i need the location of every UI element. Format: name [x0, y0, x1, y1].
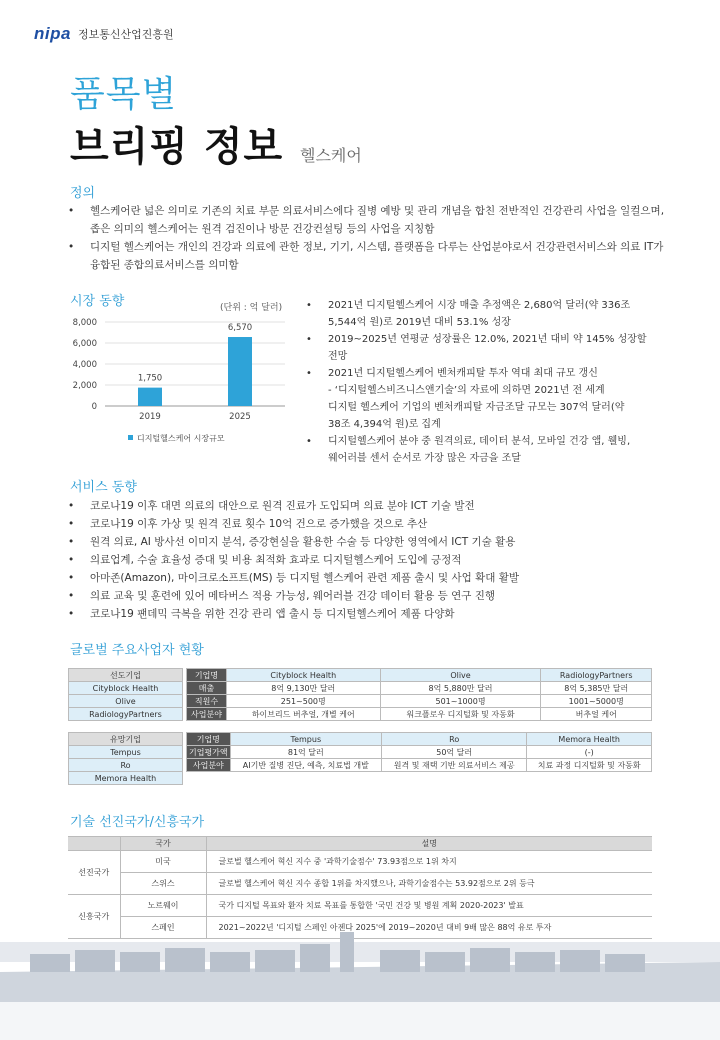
- table-cell: 501~1000명: [380, 695, 541, 708]
- list-item: 38조 4,394억 원)로 집계: [328, 419, 441, 430]
- definition-heading: 정의: [70, 186, 96, 201]
- promising-list-table: [68, 732, 183, 785]
- table-row: RadiologyPartners: [69, 708, 183, 721]
- nipa-logo: nipa: [34, 24, 71, 43]
- col-header: Memora Health: [527, 733, 652, 746]
- global-heading: 글로벌 주요사업자 현황: [70, 643, 204, 658]
- x-tick-label: 2025: [229, 412, 251, 422]
- table-cell: 251~500명: [227, 695, 381, 708]
- x-tick-label: 2019: [139, 412, 161, 422]
- desc-cell: 글로벌 헬스케어 혁신 지수 중 '과학기술점수' 73.93점으로 1위 차지: [206, 851, 652, 873]
- legend-label: 디지털헬스케어 시장규모: [137, 434, 225, 443]
- country-cell: 노르웨이: [120, 895, 206, 917]
- row-header: 기업평가액: [187, 746, 231, 759]
- table-cell: 버추얼 케어: [541, 708, 652, 721]
- ship-illustration: [0, 932, 720, 1040]
- table-cell: 하이브리드 버추얼, 개별 케어: [227, 708, 381, 721]
- legend-swatch: [128, 435, 133, 440]
- list-item: - ‘디지털헬스비즈니스앤기술’의 자료에 의하면 2021년 전 세계: [328, 385, 605, 396]
- title-line2: 브리핑 정보: [70, 124, 284, 170]
- bar: [228, 337, 252, 406]
- table-cell: (-): [527, 746, 652, 759]
- desc-cell: 글로벌 헬스케어 혁신 지수 종합 1위를 차지했으나, 과학기술점수는 53.92점으로 2위 등극: [206, 873, 652, 895]
- definition-list: [68, 202, 668, 274]
- country-cell: 스위스: [120, 873, 206, 895]
- table-cell: 워크플로우 디지털화 및 자동화: [380, 708, 541, 721]
- data-label: 6,570: [227, 323, 253, 334]
- col-header: 기업명: [187, 733, 231, 746]
- list-item: 전망: [328, 351, 348, 362]
- col-header: 기업명: [187, 669, 227, 682]
- list-item: • 코로나19 이후 대면 의료의 대안으로 원격 진료가 도입되며 의료 분야 ICT 기술 발전: [68, 497, 668, 515]
- group-label: 선진국가: [68, 851, 120, 895]
- list-item: • 2019~2025년 연평균 성장률은 12.0%, 2021년 대비 약 145% 성장할: [306, 331, 656, 348]
- table-row: Memora Health: [69, 772, 183, 785]
- table-row: Ro: [69, 759, 183, 772]
- table-row: Cityblock Health: [69, 682, 183, 695]
- list-item: • 디지털헬스케어 분야 중 원격의료, 데이터 분석, 모바일 건강 앱, 웰빙,: [306, 433, 656, 450]
- chart-grid: [105, 322, 285, 406]
- y-tick-label: 2,000: [72, 381, 97, 391]
- list-item: • 의료업계, 수술 효율성 증대 및 비용 최적화 효과로 디지털헬스케어 도입에 긍정적: [68, 551, 668, 569]
- market-heading: 시장 동향: [70, 294, 125, 309]
- table-cell: AI기반 질병 진단, 예측, 치료법 개발: [230, 759, 381, 772]
- desc-cell: 국가 디지털 목표와 환자 치료 목표를 통합한 '국민 건강 및 병원 계획 2020-2023' 발표: [206, 895, 652, 917]
- list-item: • 원격 의료, AI 방사선 이미지 분석, 증강현실을 활용한 수술 등 다양한 영역에서 ICT 기술 활용: [68, 533, 668, 551]
- table-cell: 8억 9,130만 달러: [227, 682, 381, 695]
- tech-table: [68, 836, 652, 939]
- col-header: Olive: [380, 669, 541, 682]
- leading-detail-table: [186, 668, 652, 721]
- table-row: Tempus: [69, 746, 183, 759]
- list-item: 디지털 헬스케어 기업의 벤처캐피탈 자금조달 규모는 307억 달러(약: [328, 402, 625, 413]
- x-ticks: [139, 412, 251, 422]
- list-item: • 헬스케어란 넓은 의미로 기존의 치료 부문 의료서비스에다 질병 예방 및 관리 개념을 합친 전반적인 건강관리 사업을 일컬으며,: [68, 202, 668, 220]
- list-item: • 2021년 디지털헬스케어 벤처캐피탈 투자 역대 최대 규모 갱신: [306, 365, 656, 382]
- leading-list-table: [68, 668, 183, 721]
- col-header: Ro: [382, 733, 527, 746]
- y-tick-label: 4,000: [72, 360, 97, 370]
- tech-heading: 기술 선진국가/신흥국가: [70, 815, 205, 830]
- desc-cell: 2021~2022년 '디지털 스페인 아젠다 2025'에 2019~2020년 대비 9배 많은 88억 유로 투자: [206, 917, 652, 939]
- col-header: Tempus: [230, 733, 381, 746]
- y-tick-label: 6,000: [72, 339, 97, 349]
- list-item: 5,544억 원)로 2019년 대비 53.1% 성장: [328, 317, 511, 328]
- row-header: 사업분야: [187, 759, 231, 772]
- table-row: Olive: [69, 695, 183, 708]
- list-item: • 아마존(Amazon), 마이크로소프트(MS) 등 디지털 헬스케어 관련 제품 출시 및 사업 확대 활발: [68, 569, 668, 587]
- list-item: • 의료 교육 및 훈련에 있어 메타버스 적용 가능성, 웨어러블 건강 데이터 활용 등 연구 진행: [68, 587, 668, 605]
- group-label: 신흥국가: [68, 895, 120, 939]
- country-cell: 스페인: [120, 917, 206, 939]
- title-line1: 품목별: [70, 74, 178, 115]
- data-label: 1,750: [137, 373, 163, 384]
- table-cell: 50억 달러: [382, 746, 527, 759]
- y-ticks: [73, 318, 97, 412]
- table-cell: 1001~5000명: [541, 695, 652, 708]
- list-item: 좁은 의미의 헬스케어는 원격 검진이나 방문 건강컨설팅 등의 사업을 지칭함: [90, 223, 435, 235]
- col-header: 국가: [120, 837, 206, 851]
- service-heading: 서비스 동향: [70, 480, 137, 495]
- table-cell: 치료 과정 디지털화 및 자동화: [527, 759, 652, 772]
- chart-unit: (단위 : 억 달러): [220, 303, 283, 313]
- list-item: • 2021년 디지털헬스케어 시장 매출 추정액은 2,680억 달러(약 336조: [306, 297, 656, 314]
- row-header: 직원수: [187, 695, 227, 708]
- col-header: Cityblock Health: [227, 669, 381, 682]
- table-cell: 81억 달러: [230, 746, 381, 759]
- list-item: • 코로나19 팬데믹 극복을 위한 건강 관리 앱 출시 등 디지털헬스케어 제품 다양화: [68, 605, 668, 623]
- bar: [138, 388, 162, 406]
- y-tick-label: 0: [91, 402, 97, 412]
- market-chart: [60, 312, 290, 447]
- org-name: 정보통신산업진흥원: [78, 28, 174, 41]
- table-cell: 8억 5,385만 달러: [541, 682, 652, 695]
- row-header: 사업분야: [187, 708, 227, 721]
- col-header: RadiologyPartners: [541, 669, 652, 682]
- promising-header: 유망기업: [69, 733, 183, 746]
- table-cell: 8억 5,880만 달러: [380, 682, 541, 695]
- list-item: • 코로나19 이후 가상 및 원격 진료 횟수 10억 건으로 증가했을 것으로 추산: [68, 515, 668, 533]
- y-tick-label: 8,000: [72, 318, 97, 328]
- table-cell: 원격 및 재택 기반 의료서비스 제공: [382, 759, 527, 772]
- leading-header: 선도기업: [69, 669, 183, 682]
- list-item: • 디지털 헬스케어는 개인의 건강과 의료에 관한 정보, 기기, 시스템, 플랫폼을 다루는 산업분야로서 건강관련서비스와 의료 IT가: [68, 238, 668, 256]
- title-subject: 헬스케어: [300, 146, 362, 165]
- country-cell: 미국: [120, 851, 206, 873]
- list-item: 웨어러블 센서 순서로 가장 많은 자금을 조달: [328, 453, 521, 464]
- promising-detail-table: [186, 732, 652, 772]
- service-list: [68, 497, 668, 623]
- col-header: 설명: [206, 837, 652, 851]
- row-header: 매출: [187, 682, 227, 695]
- market-list: [306, 297, 656, 467]
- list-item: 융합된 종합의료서비스를 의미함: [90, 259, 239, 271]
- bars: [138, 337, 252, 406]
